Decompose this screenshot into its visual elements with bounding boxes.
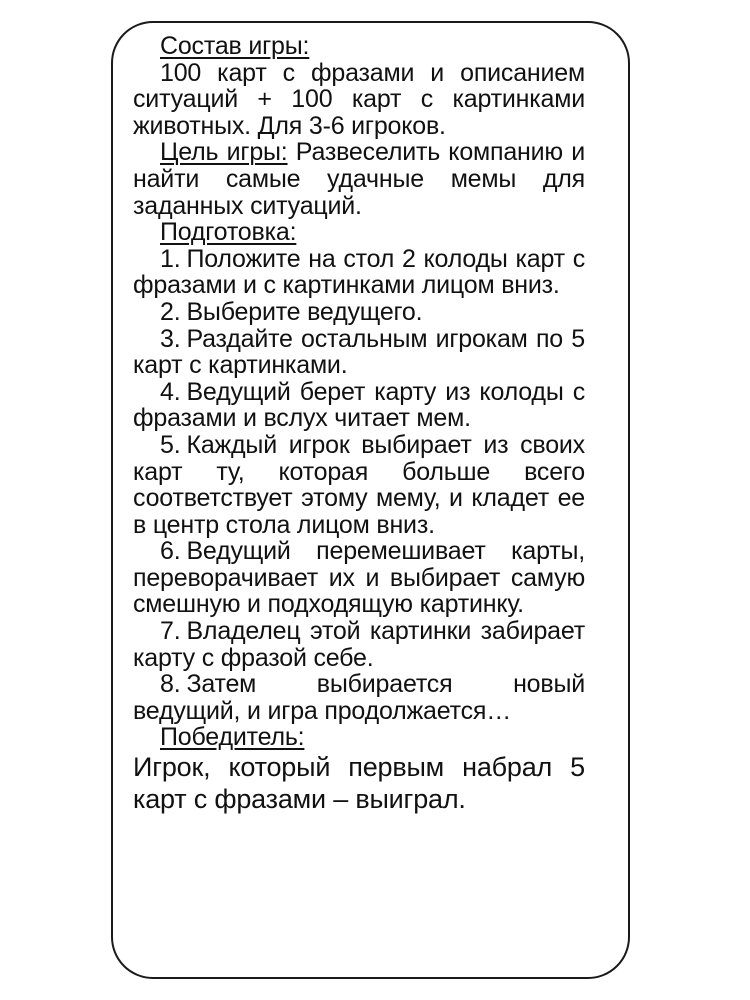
- step-6: [133, 538, 585, 618]
- step-number: 5.: [160, 430, 181, 459]
- step-text: Владелец этой картинки забирает карту с фразой себе.: [133, 617, 585, 672]
- step-number: 3.: [160, 324, 181, 353]
- step-number: 6.: [160, 537, 181, 566]
- step-7: [133, 618, 585, 671]
- step-8: [133, 671, 585, 724]
- goal-heading: Цель игры:: [160, 138, 288, 167]
- step-text: Раздайте остальным игрокам по 5 карт с картинками.: [133, 324, 585, 380]
- step-number: 7.: [160, 617, 181, 646]
- step-number: 4.: [160, 377, 181, 406]
- step-3: [133, 326, 585, 379]
- step-text: Выберите ведущего.: [186, 297, 423, 326]
- step-number: 1.: [160, 244, 181, 273]
- winner-heading-line: [133, 724, 585, 751]
- step-text: Затем выбирается новый ведущий, и игра продолжается…: [133, 670, 585, 725]
- winner-text: Игрок, который первым набрал 5 карт с фразами – выиграл.: [133, 752, 585, 815]
- goal-text: Развеселить компанию и найти самые удачные мемы для заданных ситуаций.: [133, 138, 585, 220]
- step-4: [133, 379, 585, 432]
- step-text: Положите на стол 2 колоды карт с фразами и с картинками лицом вниз.: [133, 244, 585, 300]
- step-1: [133, 246, 585, 299]
- step-text: Каждый игрок выбирает из своих карт ту, которая больше всего соответствует этому мему, и кладет ее в центр стола лицом вниз.: [133, 430, 585, 539]
- step-text: Ведущий перемешивает карты, переворачивает их и выбирает самую смешную и подходящую картинку.: [133, 537, 585, 619]
- composition-heading: Состав игры:: [160, 32, 310, 60]
- winner-heading: Победитель:: [160, 723, 305, 752]
- step-text: Ведущий берет карту из колоды с фразами и вслух читает мем.: [133, 377, 585, 433]
- preparation-heading: Подготовка:: [160, 218, 297, 247]
- goal-paragraph: [133, 139, 585, 219]
- composition-heading-line: [133, 33, 585, 60]
- step-5: [133, 432, 585, 538]
- step-number: 2.: [160, 297, 181, 326]
- composition-text: 100 карт с фразами и описанием ситуаций + 100 карт с картинками животных. Для 3-6 игроков.: [133, 58, 585, 140]
- preparation-heading-line: [133, 219, 585, 246]
- step-2: [133, 299, 585, 326]
- step-number: 8.: [160, 670, 181, 699]
- rules-text: [133, 33, 585, 815]
